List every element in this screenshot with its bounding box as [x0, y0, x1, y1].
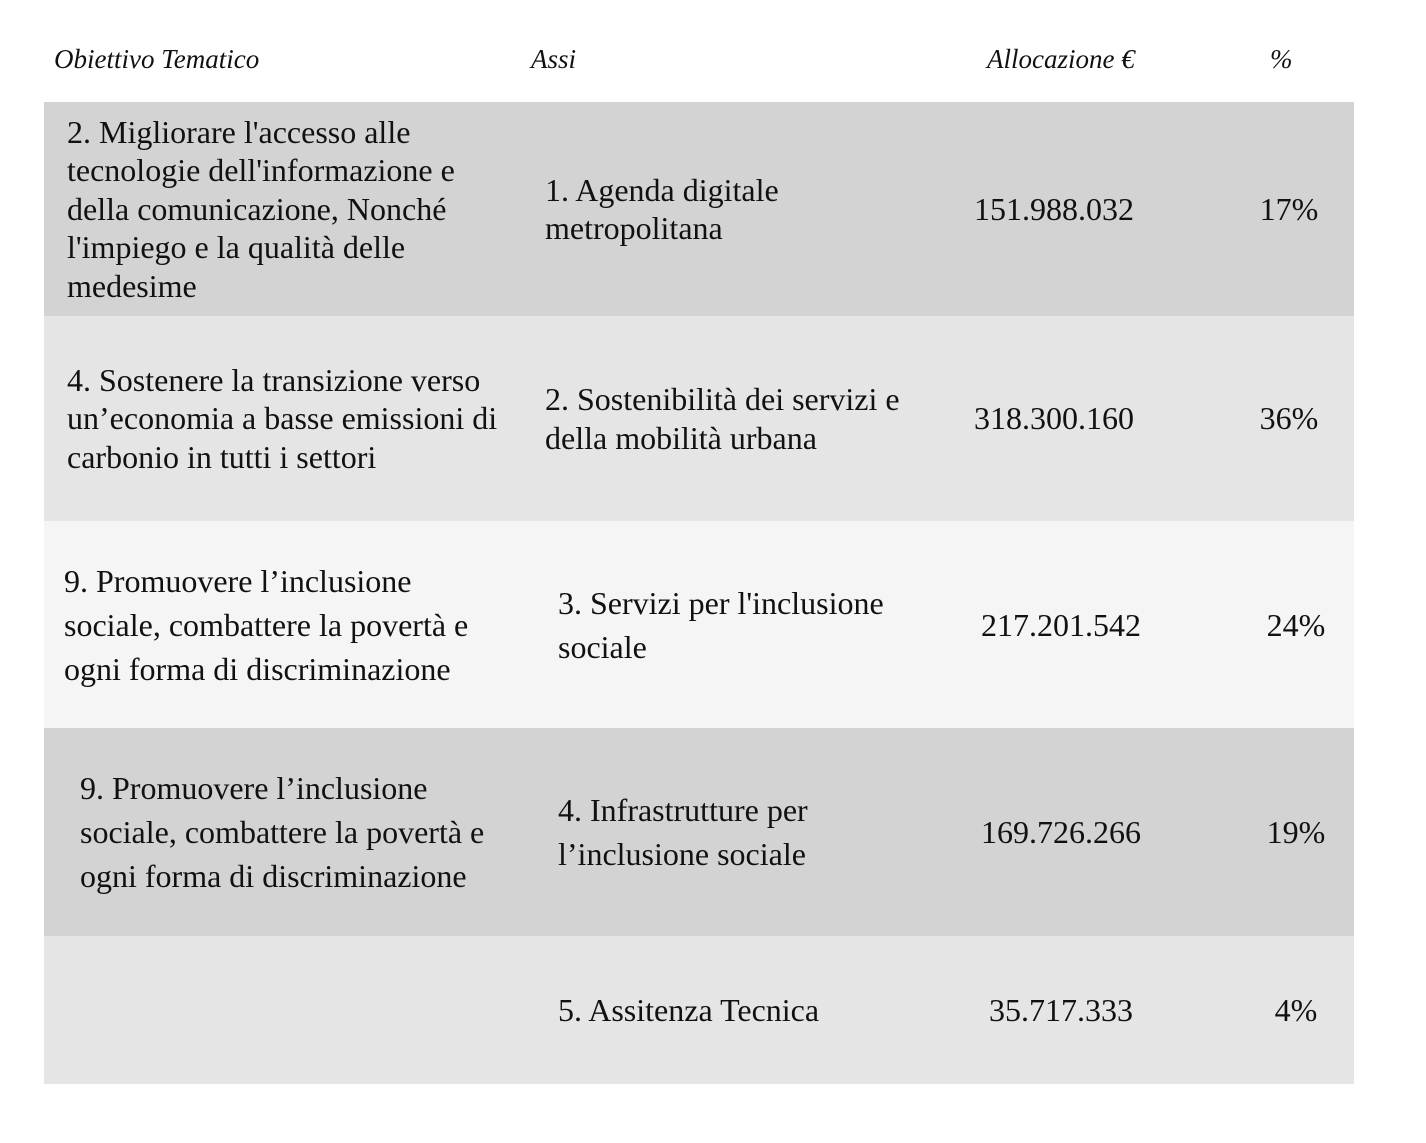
table-row — [44, 521, 1354, 728]
obiettivo-cell — [80, 728, 490, 936]
column-header-percent: % — [1270, 44, 1293, 74]
asse-text: 4. Infrastrutture per l’inclusione sociale — [558, 792, 808, 872]
asse-text: 2. Sostenibilità dei servizi e della mobilità urbana — [545, 381, 900, 456]
allocazione-cell — [951, 728, 1171, 936]
allocazione-value: 217.201.542 — [981, 606, 1141, 643]
table-row — [44, 936, 1354, 1084]
obiettivo-cell — [67, 936, 507, 1084]
percent-cell — [1241, 521, 1351, 728]
percent-value: 4% — [1274, 991, 1318, 1028]
asse-cell — [558, 728, 888, 936]
percent-value: 19% — [1266, 814, 1326, 850]
percent-value: 36% — [1259, 400, 1319, 437]
obiettivo-cell — [67, 316, 507, 521]
asse-text: 3. Servizi per l'inclusione sociale — [558, 584, 884, 665]
allocazione-value: 318.300.160 — [974, 400, 1134, 437]
asse-cell — [545, 316, 905, 521]
asse-cell — [545, 102, 905, 316]
percent-value: 17% — [1259, 190, 1319, 227]
obiettivo-cell — [67, 102, 507, 316]
obiettivo-text: 4. Sostenere la transizione verso un’economia a basse emissioni di carbonio in tutti i settori — [67, 361, 498, 475]
table-header — [0, 40, 1426, 84]
asse-cell — [558, 936, 918, 1084]
allocazione-cell — [951, 521, 1171, 728]
column-header-allocazione: Allocazione € — [987, 44, 1135, 74]
allocazione-cell — [951, 936, 1171, 1084]
allocazione-value: 169.726.266 — [981, 814, 1141, 850]
asse-text: 1. Agenda digitale metropolitana — [545, 171, 779, 246]
obiettivo-text: 2. Migliorare l'accesso alle tecnologie dell'informazione e della comunicazione, Nonché l'impiego e la qualità delle medesime — [67, 113, 455, 304]
asse-cell — [558, 521, 918, 728]
obiettivo-text: 9. Promuovere l’inclusione sociale, combattere la povertà e ogni forma di discriminazione — [80, 770, 485, 894]
percent-value: 24% — [1266, 606, 1326, 643]
allocazione-value: 35.717.333 — [989, 991, 1133, 1028]
allocazione-value: 151.988.032 — [974, 190, 1134, 227]
obiettivo-cell — [64, 521, 504, 728]
allocation-table — [44, 102, 1354, 1084]
percent-cell — [1241, 936, 1351, 1084]
table-row — [44, 728, 1354, 936]
obiettivo-text: 9. Promuovere l’inclusione sociale, combattere la povertà e ogni forma di discriminazione — [64, 562, 469, 687]
allocazione-cell — [944, 316, 1164, 521]
asse-text: 5. Assitenza Tecnica — [558, 991, 820, 1028]
column-header-obiettivo: Obiettivo Tematico — [54, 44, 260, 74]
percent-cell — [1234, 102, 1344, 316]
table-row — [44, 102, 1354, 316]
column-header-assi: Assi — [531, 44, 577, 74]
table-row — [44, 316, 1354, 521]
allocazione-cell — [944, 102, 1164, 316]
percent-cell — [1234, 316, 1344, 521]
percent-cell — [1241, 728, 1351, 936]
